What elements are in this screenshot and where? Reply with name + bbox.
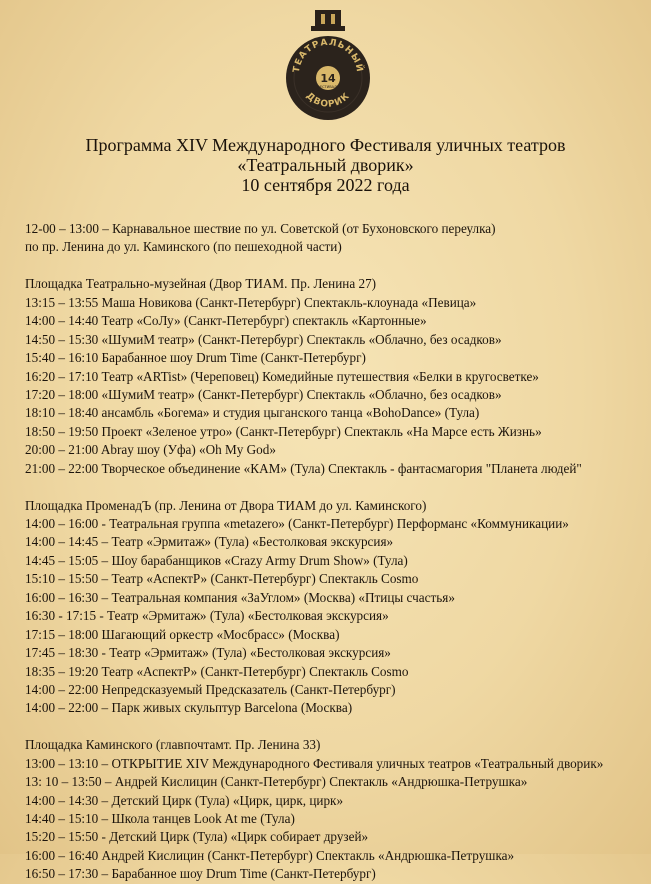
- logo-arc-bottom-text: ДВОРИК: [303, 91, 353, 110]
- schedule-item: 16:00 – 16:30 – Театральная компания «ЗаУглом» (Москва) «Птицы счастья»: [25, 589, 455, 605]
- program-content: [25, 220, 645, 884]
- schedule-item: 21:00 – 22:00 Творческое объединение «КАМ» (Тула) Спектакль - фантасмагория "Планета людей": [25, 460, 582, 476]
- section-heading-theatre-museum: Площадка Театрально-музейная (Двор ТИАМ. Пр. Ленина 27): [25, 276, 377, 292]
- lantern-top-shape: [315, 10, 341, 28]
- schedule-item: 16:00 – 16:40 Андрей Кислицин (Санкт-Петербург) Спектакль «Андрюшка-Петрушка»: [25, 847, 515, 863]
- festival-logo: [279, 8, 377, 120]
- schedule-item: 14:00 – 14:40 Театр «СоЛу» (Санкт-Петербург) спектакль «Картонные»: [25, 313, 427, 329]
- intro-line: по пр. Ленина до ул. Каминского (по пешеходной части): [25, 239, 342, 255]
- title-line-1: Программа XIV Международного Фестиваля уличных театров: [85, 135, 566, 155]
- schedule-item: 14:00 – 22:00 Непредсказуемый Предсказатель (Санкт-Петербург): [25, 681, 396, 697]
- schedule-item: 14:45 – 15:05 – Шоу барабанщиков «Crazy Army Drum Show» (Тула): [25, 552, 408, 568]
- schedule-item: 14:40 – 15:10 – Школа танцев Look At me (Тула): [25, 811, 295, 826]
- section-heading-kaminskogo: Площадка Каминского (главпочтамт. Пр. Ленина 33): [25, 737, 321, 753]
- schedule-item: 18:50 – 19:50 Проект «Зеленое утро» (Санкт-Петербург) Спектакль «На Марсе есть Жизнь»: [25, 423, 542, 439]
- schedule-item: 14:00 – 16:00 - Театральная группа «metazero» (Санкт-Петербург) Перформанс «Коммуникации»: [25, 516, 569, 531]
- logo-subtext: ФЕСТИВАЛЬ: [316, 85, 340, 89]
- schedule-item: 16:30 - 17:15 - Театр «Эрмитаж» (Тула) «Бестолковая экскурсия»: [25, 608, 389, 624]
- intro-line: 12-00 – 13:00 – Карнавальное шествие по ул. Советской (от Бухоновского переулка): [25, 221, 496, 236]
- schedule-item: 18:10 – 18:40 ансамбль «Богема» и студия цыганского танца «BohoDance» (Тула): [25, 405, 480, 421]
- schedule-item: 17:15 – 18:00 Шагающий оркестр «Мосбрасс» (Москва): [25, 626, 340, 642]
- logo-arc-top-text: ТЕАТРАЛЬНЫЙ: [291, 37, 365, 74]
- schedule-item: 15:40 – 16:10 Барабанное шоу Drum Time (Санкт-Петербург): [25, 350, 366, 366]
- section-heading-promenade: Площадка ПроменадЪ (пр. Ленина от Двора ТИАМ до ул. Каминского): [25, 497, 427, 513]
- schedule-item: 14:00 – 14:30 – Детский Цирк (Тула) «Цирк, цирк, цирк»: [25, 792, 344, 808]
- title-line-2: «Театральный дворик»: [237, 155, 414, 175]
- schedule-item: 16:50 – 17:30 – Барабанное шоу Drum Time (Санкт-Петербург): [25, 866, 376, 882]
- schedule-item: 14:50 – 15:30 «ШумиМ театр» (Санкт-Петербург) Спектакль «Облачно, без осадков»: [25, 331, 502, 347]
- schedule-item: 18:35 – 19:20 Театр «АспектР» (Санкт-Петербург) Спектакль Cosmo: [25, 663, 409, 679]
- schedule-item: 13:00 – 13:10 – ОТКРЫТИЕ XIV Международного Фестиваля уличных театров «Театральный дворик»: [25, 755, 604, 771]
- title-line-3: 10 сентября 2022 года: [241, 175, 410, 195]
- program-title: [0, 135, 651, 195]
- schedule-item: 17:20 – 18:00 «ШумиМ театр» (Санкт-Петербург) Спектакль «Облачно, без осадков»: [25, 386, 502, 402]
- schedule-item: 20:00 – 21:00 Abray шоу (Уфа) «Oh My God»: [25, 442, 276, 458]
- schedule-item: 13:15 – 13:55 Маша Новикова (Санкт-Петербург) Спектакль-клоунада «Певица»: [25, 294, 477, 310]
- logo-number: 14: [320, 72, 336, 85]
- schedule-item: 14:00 – 14:45 – Театр «Эрмитаж» (Тула) «Бестолковая экскурсия»: [25, 534, 394, 550]
- schedule-item: 16:20 – 17:10 Театр «ARTist» (Череповец) Комедийные путешествия «Белки в кругосветке»: [25, 368, 539, 384]
- schedule-item: 15:20 – 15:50 - Детский Цирк (Тула) «Цирк собирает друзей»: [25, 829, 369, 845]
- schedule-item: 17:45 – 18:30 - Театр «Эрмитаж» (Тула) «Бестолковая экскурсия»: [25, 645, 391, 661]
- schedule-item: 15:10 – 15:50 – Театр «АспектР» (Санкт-Петербург) Спектакль Cosmo: [25, 571, 419, 587]
- schedule-item: 13: 10 – 13:50 – Андрей Кислицин (Санкт-Петербург) Спектакль «Андрюшка-Петрушка»: [25, 774, 528, 790]
- schedule-item: 14:00 – 22:00 – Парк живых скульптур Barcelona (Москва): [25, 700, 353, 716]
